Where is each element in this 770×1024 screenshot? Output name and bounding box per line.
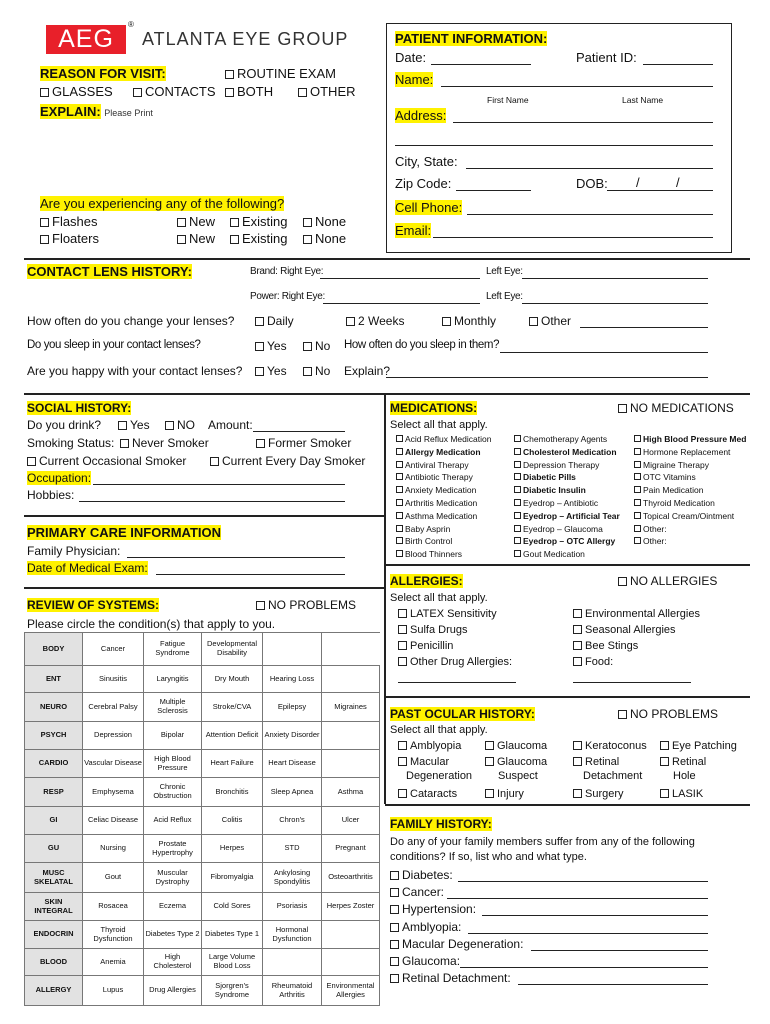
medication-option[interactable]: Eyedrop – OTC Allergy xyxy=(514,536,615,546)
ros-condition[interactable]: Heart Disease xyxy=(263,750,322,778)
medication-option[interactable]: Eyedrop – Artificial Tear xyxy=(514,511,620,521)
email-field[interactable] xyxy=(433,237,713,238)
contacts-option[interactable]: CONTACTS xyxy=(133,84,216,99)
ros-row xyxy=(25,949,380,976)
sleep-yes[interactable]: Yes xyxy=(255,339,287,353)
ros-condition[interactable]: Gout xyxy=(83,863,144,893)
ros-empty-cell xyxy=(322,949,380,976)
dob-field[interactable] xyxy=(607,190,713,191)
smoking-label: Smoking Status: xyxy=(27,436,115,450)
sleep-question: Do you sleep in your contact lenses? xyxy=(27,339,201,351)
ros-row xyxy=(25,807,380,835)
power-left-field[interactable] xyxy=(522,303,708,304)
family-history-field[interactable] xyxy=(482,915,708,916)
medication-option[interactable]: Baby Asprin xyxy=(396,524,450,534)
glaucoma-suspect-line2: Suspect xyxy=(498,770,538,782)
divider xyxy=(24,515,385,517)
floaters-existing[interactable]: Existing xyxy=(230,231,288,246)
ros-system-label: SKIN INTEGRAL xyxy=(25,893,83,921)
medication-option[interactable]: Cholesterol Medication xyxy=(514,447,617,457)
surgery-option[interactable]: Surgery xyxy=(573,788,624,800)
family-history-field[interactable] xyxy=(518,984,708,985)
explain-area[interactable] xyxy=(40,122,380,194)
ros-row xyxy=(25,921,380,949)
medication-option[interactable]: Depression Therapy xyxy=(514,460,599,470)
macular-option[interactable]: Macular xyxy=(398,756,449,768)
other-drug-field[interactable] xyxy=(398,682,516,683)
floaters-option[interactable]: Floaters xyxy=(40,231,99,246)
medication-option[interactable]: Pain Medication xyxy=(634,485,703,495)
ros-system-label: ENT xyxy=(25,666,83,693)
ros-condition[interactable]: Acid Reflux xyxy=(144,807,202,835)
medication-option[interactable]: Birth Control xyxy=(396,536,452,546)
medication-option[interactable]: High Blood Pressure Med xyxy=(634,434,746,444)
ros-row xyxy=(25,893,380,921)
ros-condition[interactable]: Fatigue Syndrome xyxy=(144,633,202,666)
contact-heading: CONTACT LENS HISTORY: xyxy=(27,264,192,279)
two-weeks-option[interactable]: 2 Weeks xyxy=(346,314,404,328)
ros-condition[interactable]: Herpes Zoster xyxy=(322,893,380,921)
zip-label: Zip Code: xyxy=(395,176,452,191)
name-label: Name: xyxy=(395,72,434,87)
ros-empty-cell xyxy=(322,633,380,666)
ros-condition[interactable]: Lupus xyxy=(83,976,144,1006)
ros-empty-cell xyxy=(263,949,322,976)
email-label: Email: xyxy=(395,223,432,238)
ros-system-label: BLOOD xyxy=(25,949,83,976)
happy-explain-label: Explain? xyxy=(344,364,391,378)
family-question-2: conditions? If so, list who and what type. xyxy=(390,851,587,863)
ros-condition[interactable]: Environmental Allergies xyxy=(322,976,380,1006)
ros-system-label: GI xyxy=(25,807,83,835)
happy-explain-field[interactable] xyxy=(386,377,708,378)
retinal-hole-option[interactable]: Retinal xyxy=(660,756,706,768)
medication-option[interactable]: Other: xyxy=(634,536,667,546)
eye-patching-option[interactable]: Eye Patching xyxy=(660,740,737,752)
ros-condition[interactable]: Developmental Disability xyxy=(202,633,263,666)
ros-system-label: BODY xyxy=(25,633,83,666)
last-name-caption: Last Name xyxy=(622,95,664,105)
brand-right-field[interactable] xyxy=(320,278,480,279)
drink-question: Do you drink? xyxy=(27,418,102,432)
ros-condition[interactable]: Fibromyalgia xyxy=(202,863,263,893)
ros-condition[interactable]: Dry Mouth xyxy=(202,666,263,693)
medication-option[interactable]: Diabetic Pills xyxy=(514,472,576,482)
happy-no[interactable]: No xyxy=(303,364,330,378)
ros-condition[interactable]: Anemia xyxy=(83,949,144,976)
first-name-caption: First Name xyxy=(487,95,529,105)
ros-condition[interactable]: Stroke/CVA xyxy=(202,693,263,722)
physician-label: Family Physician: xyxy=(27,544,121,558)
ros-condition[interactable]: Sjorgren's Syndrome xyxy=(202,976,263,1006)
ros-condition[interactable]: Migraines xyxy=(322,693,380,722)
medication-option[interactable]: Allergy Medication xyxy=(396,447,481,457)
ros-table xyxy=(24,632,380,1006)
other-drug-option[interactable]: Other Drug Allergies: xyxy=(398,656,512,668)
reason-heading: REASON FOR VISIT: xyxy=(40,66,166,81)
ros-row xyxy=(25,976,380,1006)
medication-option[interactable]: Migraine Therapy xyxy=(634,460,709,470)
medication-option[interactable]: Blood Thinners xyxy=(396,549,462,559)
ros-condition[interactable]: Ankylosing Spondylitis xyxy=(263,863,322,893)
ros-condition[interactable]: Bipolar xyxy=(144,722,202,750)
social-heading: SOCIAL HISTORY: xyxy=(27,401,132,415)
food-field[interactable] xyxy=(573,682,691,683)
sleep-how-often-field[interactable] xyxy=(500,352,708,353)
family-history-field[interactable] xyxy=(468,933,708,934)
sleep-how-often-label: How often do you sleep in them? xyxy=(344,339,500,351)
ros-condition[interactable]: Sleep Apnea xyxy=(263,778,322,807)
drink-yes[interactable]: Yes xyxy=(118,418,150,432)
family-history-option[interactable]: Retinal Detachment: xyxy=(390,971,511,985)
exam-date-label: Date of Medical Exam: xyxy=(27,561,148,575)
ros-condition[interactable]: Attention Deficit xyxy=(202,722,263,750)
divider xyxy=(385,564,750,566)
never-smoker-option[interactable]: Never Smoker xyxy=(120,436,209,450)
divider xyxy=(385,696,750,698)
other-change-option[interactable]: Other xyxy=(529,314,571,328)
power-right-label: Power: Right Eye: xyxy=(250,291,325,302)
medication-option[interactable]: Eyedrop – Antibiotic xyxy=(514,498,598,508)
ros-condition[interactable]: STD xyxy=(263,835,322,863)
lasik-option[interactable]: LASIK xyxy=(660,788,703,800)
ros-row xyxy=(25,750,380,778)
divider xyxy=(385,804,750,806)
medication-option[interactable]: OTC Vitamins xyxy=(634,472,696,482)
current-daily-option[interactable]: Current Every Day Smoker xyxy=(210,454,365,468)
date-field[interactable] xyxy=(431,64,531,65)
patient-info-box xyxy=(386,23,732,253)
retinal-hole-line2: Hole xyxy=(673,770,696,782)
sleep-no[interactable]: No xyxy=(303,339,330,353)
retinal-detachment-line2: Detachment xyxy=(583,770,643,782)
medication-option[interactable]: Antibiotic Therapy xyxy=(396,472,473,482)
occupation-field[interactable] xyxy=(93,484,345,485)
ros-condition[interactable]: Diabetes Type 2 xyxy=(144,921,202,949)
family-history-option[interactable]: Diabetes: xyxy=(390,868,453,882)
hobbies-field[interactable] xyxy=(79,501,345,502)
medication-option[interactable]: Diabetic Insulin xyxy=(514,485,586,495)
exam-date-field[interactable] xyxy=(156,574,345,575)
ros-condition[interactable]: Cold Sores xyxy=(202,893,263,921)
flashes-existing[interactable]: Existing xyxy=(230,214,288,229)
both-option[interactable]: BOTH xyxy=(225,84,273,99)
happy-question: Are you happy with your contact lenses? xyxy=(27,364,243,378)
ros-row xyxy=(25,666,380,693)
ros-condition[interactable]: Emphysema xyxy=(83,778,144,807)
ros-system-label: MUSC SKELATAL xyxy=(25,863,83,893)
injury-option[interactable]: Injury xyxy=(485,788,524,800)
ros-condition[interactable]: Ulcer xyxy=(322,807,380,835)
no-medications-option[interactable]: NO MEDICATIONS xyxy=(618,401,734,415)
current-occasional-option[interactable]: Current Occasional Smoker xyxy=(27,454,186,468)
primary-heading: PRIMARY CARE INFORMATION xyxy=(27,525,222,540)
address-field-2[interactable] xyxy=(395,145,713,146)
macular-option-line2: Degeneration xyxy=(406,770,473,782)
family-history-option[interactable]: Amblyopia: xyxy=(390,920,461,934)
floaters-new[interactable]: New xyxy=(177,231,215,246)
amount-label: Amount: xyxy=(208,418,253,432)
ros-condition[interactable]: Laryngitis xyxy=(144,666,202,693)
city-state-label: City, State: xyxy=(395,154,458,169)
medication-option[interactable]: Thyroid Medication xyxy=(634,498,715,508)
ros-system-label: CARDIO xyxy=(25,750,83,778)
name-field[interactable] xyxy=(441,86,713,87)
ros-system-label: NEURO xyxy=(25,693,83,722)
seasonal-option[interactable]: Seasonal Allergies xyxy=(573,624,676,636)
ros-system-label: GU xyxy=(25,835,83,863)
flashes-new[interactable]: New xyxy=(177,214,215,229)
ros-row xyxy=(25,863,380,893)
ros-condition[interactable]: Osteoarthritis xyxy=(322,863,380,893)
family-history-field[interactable] xyxy=(458,881,708,882)
ros-condition[interactable]: Chronic Obstruction xyxy=(144,778,202,807)
food-option[interactable]: Food: xyxy=(573,656,613,668)
ros-condition[interactable]: Bronchitis xyxy=(202,778,263,807)
brand-left-label: Left Eye: xyxy=(486,266,523,277)
ros-condition[interactable]: Vascular Disease xyxy=(83,750,144,778)
ros-heading: REVIEW OF SYSTEMS: xyxy=(27,598,160,612)
ros-row xyxy=(25,778,380,807)
family-heading: FAMILY HISTORY: xyxy=(390,817,492,831)
glasses-option[interactable]: GLASSES xyxy=(40,84,113,99)
change-question: How often do you change your lenses? xyxy=(27,314,235,328)
medication-option[interactable]: Acid Reflux Medication xyxy=(396,434,491,444)
family-question-1: Do any of your family members suffer from any of the following xyxy=(390,836,695,848)
ocular-no-problems[interactable]: NO PROBLEMS xyxy=(618,707,718,721)
dob-sep-2: / xyxy=(676,175,680,190)
amount-field[interactable] xyxy=(253,431,345,432)
ros-system-label: ALLERGY xyxy=(25,976,83,1006)
allergies-heading: ALLERGIES: xyxy=(390,574,463,588)
medication-option[interactable]: Gout Medication xyxy=(514,549,585,559)
patient-id-field[interactable] xyxy=(643,64,713,65)
org-name: ATLANTA EYE GROUP xyxy=(142,29,349,49)
ros-condition[interactable]: Cerebral Palsy xyxy=(83,693,144,722)
physician-field[interactable] xyxy=(127,557,345,558)
ros-condition[interactable]: Sinusitis xyxy=(83,666,144,693)
ros-condition[interactable]: Pregnant xyxy=(322,835,380,863)
ros-system-label: ENDOCRIN xyxy=(25,921,83,949)
monthly-option[interactable]: Monthly xyxy=(442,314,496,328)
aeg-logo: AEG xyxy=(46,25,126,54)
cataracts-option[interactable]: Cataracts xyxy=(398,788,457,800)
keratoconus-option[interactable]: Keratoconus xyxy=(573,740,647,752)
ros-system-label: PSYCH xyxy=(25,722,83,750)
environmental-option[interactable]: Environmental Allergies xyxy=(573,608,700,620)
family-history-field[interactable] xyxy=(447,898,708,899)
former-smoker-option[interactable]: Former Smoker xyxy=(256,436,351,450)
symptoms-question: Are you experiencing any of the following? xyxy=(40,196,285,211)
brand-right-label: Brand: Right Eye: xyxy=(250,266,324,277)
occupation-label: Occupation: xyxy=(27,471,92,485)
ocular-select: Select all that apply. xyxy=(390,724,488,736)
ros-empty-cell xyxy=(322,921,380,949)
ros-condition[interactable]: Psoriasis xyxy=(263,893,322,921)
ros-empty-cell xyxy=(322,722,380,750)
ros-condition[interactable]: Hormonal Dysfunction xyxy=(263,921,322,949)
ros-system-label: RESP xyxy=(25,778,83,807)
divider xyxy=(24,393,750,395)
ros-condition[interactable]: Herpes xyxy=(202,835,263,863)
penicillin-option[interactable]: Penicillin xyxy=(398,640,453,652)
ros-condition[interactable]: Hearing Loss xyxy=(263,666,322,693)
sulfa-option[interactable]: Sulfa Drugs xyxy=(398,624,467,636)
ros-condition[interactable]: Large Volume Blood Loss xyxy=(202,949,263,976)
ocular-heading: PAST OCULAR HISTORY: xyxy=(390,707,535,721)
ros-condition[interactable]: Diabetes Type 1 xyxy=(202,921,263,949)
divider xyxy=(24,587,385,589)
ros-instruction: Please circle the condition(s) that apply to you. xyxy=(27,617,276,631)
ros-condition[interactable]: Muscular Dystrophy xyxy=(144,863,202,893)
happy-yes[interactable]: Yes xyxy=(255,364,287,378)
ros-condition[interactable]: High Blood Pressure xyxy=(144,750,202,778)
family-history-field[interactable] xyxy=(531,950,708,951)
glaucoma-option[interactable]: Glaucoma xyxy=(485,740,547,752)
address-label: Address: xyxy=(395,108,447,123)
address-field-1[interactable] xyxy=(453,122,713,123)
other-option[interactable]: OTHER xyxy=(298,84,356,99)
power-left-label: Left Eye: xyxy=(486,291,523,302)
medication-option[interactable]: Anxiety Medication xyxy=(396,485,476,495)
floaters-none[interactable]: None xyxy=(303,231,346,246)
amblyopia-option[interactable]: Amblyopia xyxy=(398,740,461,752)
medication-option[interactable]: Topical Cream/Ointment xyxy=(634,511,734,521)
family-history-option[interactable]: Macular Degeneration: xyxy=(390,937,523,951)
ros-row xyxy=(25,722,380,750)
vertical-divider xyxy=(384,394,386,804)
zip-field[interactable] xyxy=(456,190,531,191)
ros-condition[interactable]: Colitis xyxy=(202,807,263,835)
brand-left-field[interactable] xyxy=(522,278,708,279)
ros-condition[interactable]: Chron's xyxy=(263,807,322,835)
divider xyxy=(24,258,750,260)
medication-option[interactable]: Antiviral Therapy xyxy=(396,460,469,470)
dob-sep-1: / xyxy=(636,175,640,190)
ros-no-problems[interactable]: NO PROBLEMS xyxy=(256,598,356,612)
medication-option[interactable]: Eyedrop – Glaucoma xyxy=(514,524,603,534)
no-allergies-option[interactable]: NO ALLERGIES xyxy=(618,574,717,588)
ros-condition[interactable]: Multiple Sclerosis xyxy=(144,693,202,722)
medications-heading: MEDICATIONS: xyxy=(390,401,478,415)
drink-no[interactable]: NO xyxy=(165,418,195,432)
flashes-none[interactable]: None xyxy=(303,214,346,229)
ros-condition[interactable]: Cancer xyxy=(83,633,144,666)
other-change-field[interactable] xyxy=(580,327,708,328)
ros-empty-cell xyxy=(263,633,322,666)
patient-id-label: Patient ID: xyxy=(576,50,637,65)
registered-mark: ® xyxy=(128,20,134,29)
ros-condition[interactable]: Heart Failure xyxy=(202,750,263,778)
ros-condition[interactable]: Celiac Disease xyxy=(83,807,144,835)
medication-option[interactable]: Chemotherapy Agents xyxy=(514,434,607,444)
ros-condition[interactable]: Anxiety Disorder xyxy=(263,722,322,750)
hobbies-label: Hobbies: xyxy=(27,488,75,502)
ros-condition[interactable]: Asthma xyxy=(322,778,380,807)
medication-option[interactable]: Hormone Replacement xyxy=(634,447,730,457)
retinal-detachment-option[interactable]: Retinal xyxy=(573,756,619,768)
dob-label: DOB: xyxy=(576,176,608,191)
ros-empty-cell xyxy=(322,666,380,693)
cell-field[interactable] xyxy=(467,214,713,215)
ros-condition[interactable]: Depression xyxy=(83,722,144,750)
ros-condition[interactable]: Rheumatoid Arthritis xyxy=(263,976,322,1006)
ros-condition[interactable]: Prostate Hypertrophy xyxy=(144,835,202,863)
ros-condition[interactable]: Drug Allergies xyxy=(144,976,202,1006)
city-state-field[interactable] xyxy=(466,168,713,169)
ros-condition[interactable]: Rosacea xyxy=(83,893,144,921)
ros-row xyxy=(25,835,380,863)
daily-option[interactable]: Daily xyxy=(255,314,294,328)
medication-option[interactable]: Arthritis Medication xyxy=(396,498,477,508)
ros-condition[interactable]: Epilepsy xyxy=(263,693,322,722)
power-right-field[interactable] xyxy=(323,303,480,304)
routine-exam-option[interactable]: ROUTINE EXAM xyxy=(225,66,336,81)
family-history-option[interactable]: Hypertension: xyxy=(390,902,476,916)
ros-condition[interactable]: Nursing xyxy=(83,835,144,863)
flashes-option[interactable]: Flashes xyxy=(40,214,98,229)
glaucoma-suspect-option[interactable]: Glaucoma xyxy=(485,756,547,768)
explain-label: EXPLAIN: Please Print xyxy=(40,104,153,119)
latex-option[interactable]: LATEX Sensitivity xyxy=(398,608,497,620)
ros-empty-cell xyxy=(322,750,380,778)
bee-option[interactable]: Bee Stings xyxy=(573,640,638,652)
ros-condition[interactable]: High Cholesterol xyxy=(144,949,202,976)
medication-option[interactable]: Asthma Medication xyxy=(396,511,477,521)
patient-heading: PATIENT INFORMATION: xyxy=(395,31,548,46)
allergies-select: Select all that apply. xyxy=(390,592,488,604)
cell-label: Cell Phone: xyxy=(395,200,463,215)
medications-select: Select all that apply. xyxy=(390,419,488,431)
ros-condition[interactable]: Thyroid Dysfunction xyxy=(83,921,144,949)
family-history-option[interactable]: Glaucoma: xyxy=(390,954,460,968)
family-history-field[interactable] xyxy=(460,967,708,968)
date-label: Date: xyxy=(395,50,427,65)
ros-condition[interactable]: Eczema xyxy=(144,893,202,921)
ros-row xyxy=(25,633,380,666)
ros-row xyxy=(25,693,380,722)
medication-option[interactable]: Other: xyxy=(634,524,667,534)
family-history-option[interactable]: Cancer: xyxy=(390,885,444,899)
